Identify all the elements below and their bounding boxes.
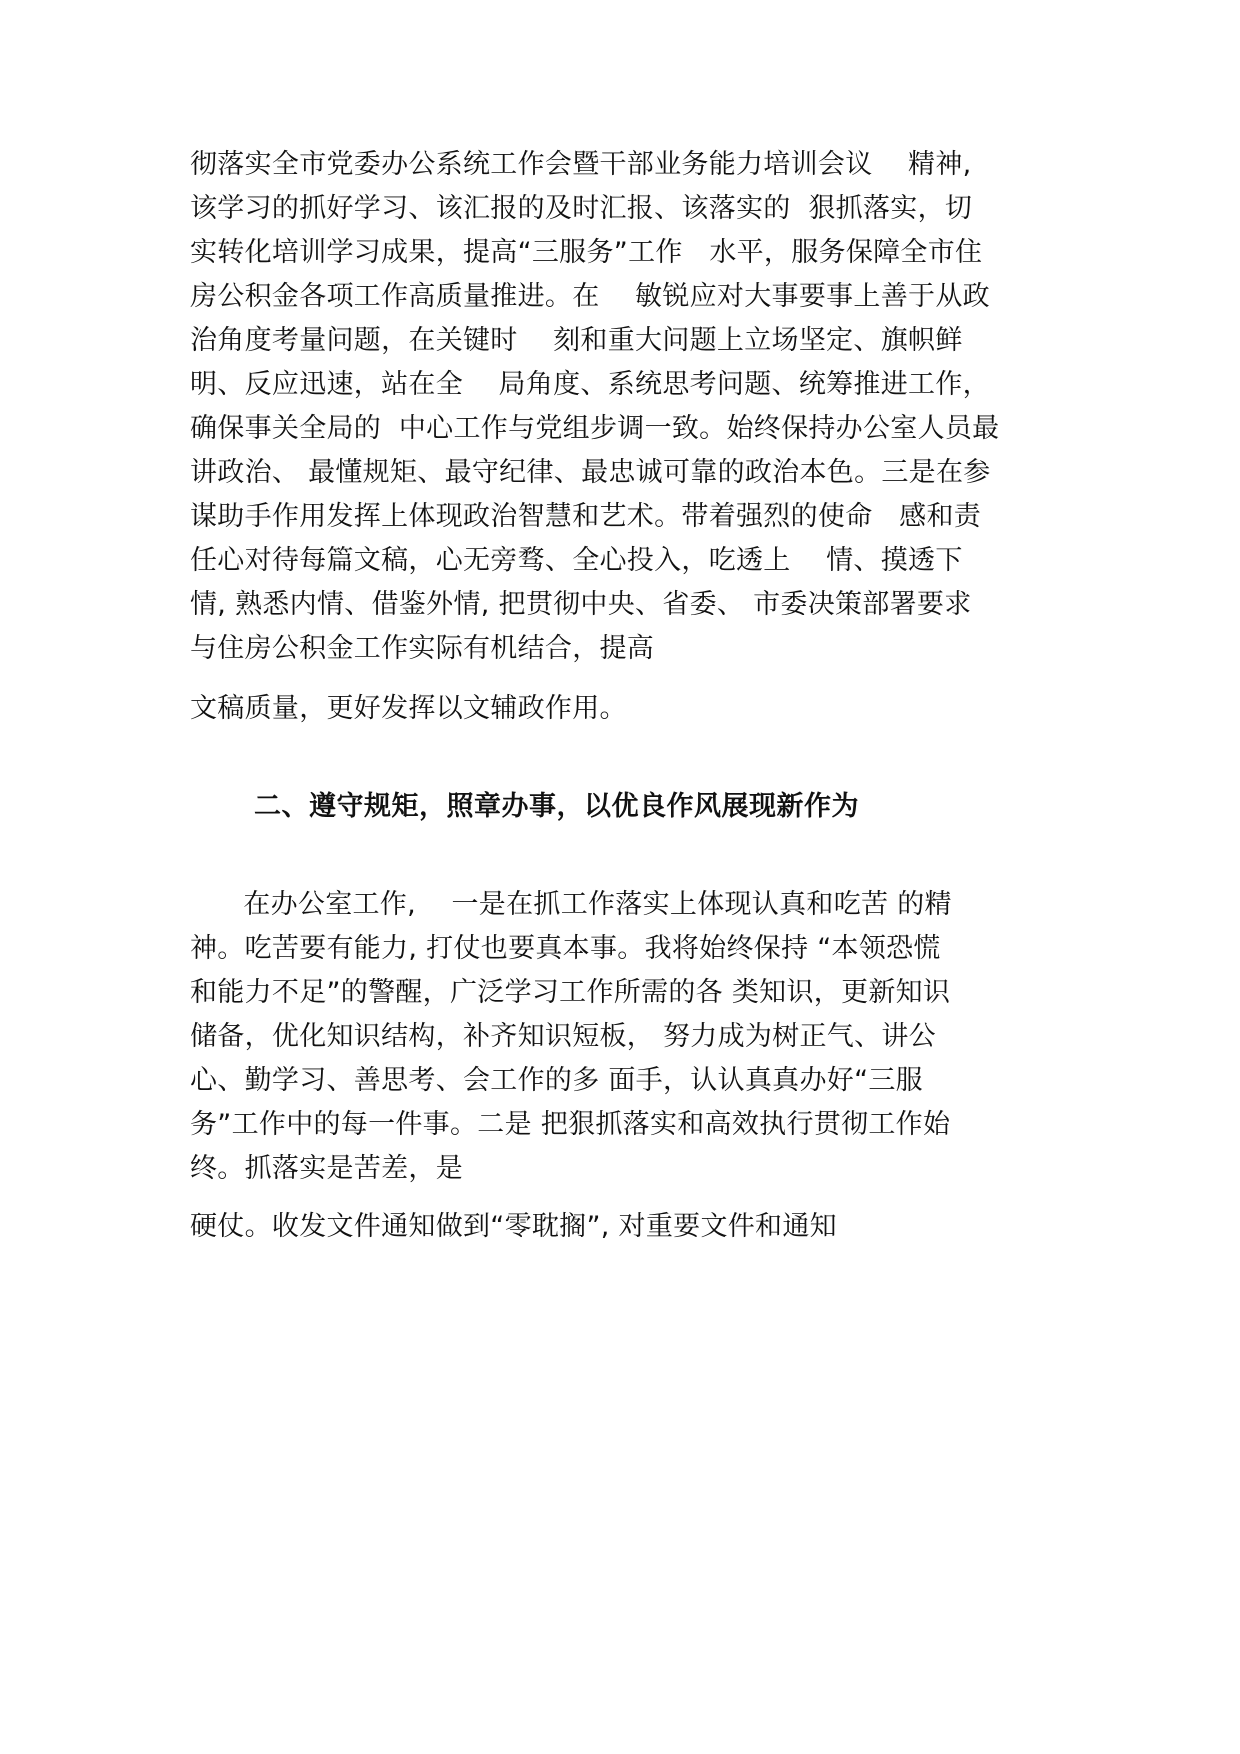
paragraph-line: 讲政治、 最懂规矩、最守纪律、最忠诚可靠的政治本色。三是在参 <box>190 457 991 488</box>
paragraph-line: 确保事关全局的 中心工作与党组步调一致。始终保持办公室人员最 <box>190 413 1000 444</box>
paragraph-line: 实转化培训学习成果，提高“三服务”工作 水平，服务保障全市住 <box>190 237 983 268</box>
paragraph-line: 和能力不足”的警醒，广泛学习工作所需的各 类知识，更新知识 <box>190 977 951 1008</box>
paragraph-line: 在办公室工作, 一是在抓工作落实上体现认真和吃苦 的精 <box>190 889 952 920</box>
paragraph-line: 终。抓落实是苦差，是 <box>190 1153 463 1184</box>
paragraph-line: 谋助手作用发挥上体现政治智慧和艺术。带着强烈的使命 感和责 <box>190 501 982 532</box>
paragraph-line: 任心对待每篇文稿，心无旁骛、全心投入，吃透上 情、摸透下 <box>190 545 963 576</box>
paragraph-line: 治角度考量问题，在关键时 刻和重大问题上立场坚定、旗帜鲜 <box>190 325 963 356</box>
paragraph-line: 心、勤学习、善思考、会工作的多 面手，认认真真办好“三服 <box>190 1065 923 1096</box>
paragraph-line: 文稿质量，更好发挥以文辅政作用。 <box>190 693 627 724</box>
paragraph-line: 彻落实全市党委办公系统工作会暨干部业务能力培训会议 精神, <box>190 149 972 180</box>
paragraph-line: 神。吃苦要有能力, 打仗也要真本事。我将始终保持 “本领恐慌 <box>190 933 941 964</box>
paragraph-line: 硬仗。收发文件通知做到“零耽搁”, 对重要文件和通知 <box>190 1211 837 1242</box>
paragraph-line: 明、反应迅速，站在全 局角度、系统思考问题、统筹推进工作， <box>190 369 990 400</box>
paragraph-line: 该学习的抓好学习、该汇报的及时汇报、该落实的 狠抓落实，切 <box>190 193 973 224</box>
paragraph-line: 储备，优化知识结构，补齐知识短板， 努力成为树正气、讲公 <box>190 1021 936 1052</box>
paragraph-line: 房公积金各项工作高质量推进。在 敏锐应对大事要事上善于从政 <box>190 281 990 312</box>
paragraph-line: 与住房公积金工作实际有机结合，提高 <box>190 633 655 664</box>
section-heading: 二、遵守规矩，照章办事，以优良作风展现新作为 <box>254 791 859 822</box>
paragraph-line: 情, 熟悉内情、借鉴外情, 把贯彻中央、省委、 市委决策部署要求 <box>190 589 972 620</box>
paragraph-line: 务”工作中的每一件事。二是 把狠抓落实和高效执行贯彻工作始 <box>190 1109 951 1140</box>
